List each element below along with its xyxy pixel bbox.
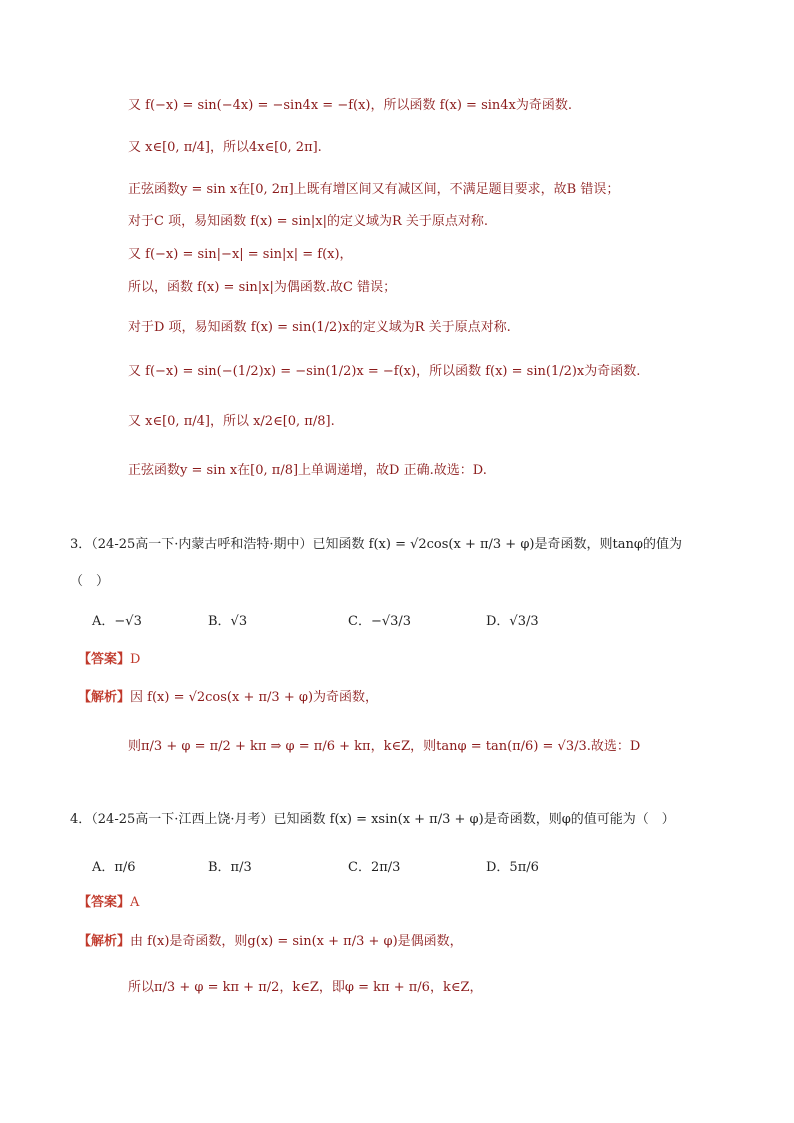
question-3-option-d: D．√3/3 [486, 614, 539, 629]
question-4-option-d: D．5π/6 [486, 860, 539, 875]
solution-line-10: 正弦函数y = sin x在[0, π/8]上单调递增，故D 正确.故选：D. [128, 463, 487, 478]
question-3-option-a: A．−√3 [92, 614, 142, 629]
answer-tag: 【答案】 [78, 895, 131, 910]
solution-line-7: 对于D 项，易知函数 f(x) = sin(1/2)x的定义域为R 关于原点对称. [128, 320, 511, 335]
question-3-analysis-2: 则π/3 + φ = π/2 + kπ ⇒ φ = π/6 + kπ，k∈Z，则tanφ = tan(π/6) = √3/3.故选：D [128, 739, 641, 754]
answer-value: D [130, 652, 141, 667]
solution-line-1: 又 f(−x) = sin(−4x) = −sin4x = −f(x)，所以函数 f(x) = sin4x为奇函数. [128, 98, 573, 113]
question-4-answer [78, 893, 139, 913]
answer-tag: 【答案】 [78, 652, 131, 667]
question-4-stem: 4．（24-25高一下·江西上饶·月考）已知函数 f(x) = xsin(x + π/3 + φ)是奇函数，则φ的值可能为（ ） [70, 812, 675, 827]
question-4-option-a: A．π/6 [92, 860, 136, 875]
solution-line-8: 又 f(−x) = sin(−(1/2)x) = −sin(1/2)x = −f(x)，所以函数 f(x) = sin(1/2)x为奇函数. [128, 364, 641, 379]
solution-line-5: 又 f(−x) = sin|−x| = sin|x| = f(x)， [128, 247, 353, 262]
question-4-option-c: C．2π/3 [348, 860, 401, 875]
answer-value: A [130, 895, 140, 910]
analysis-text: 由 f(x)是奇函数，则g(x) = sin(x + π/3 + φ)是偶函数， [130, 934, 463, 949]
question-3-stem-bracket: （ ） [70, 574, 110, 589]
question-4-option-b: B．π/3 [208, 860, 252, 875]
question-3-answer [78, 650, 140, 670]
question-3-option-b: B．√3 [208, 614, 248, 629]
question-4-analysis-2: 所以π/3 + φ = kπ + π/2，k∈Z，即φ = kπ + π/6，k∈Z， [128, 980, 483, 995]
question-4-analysis-1 [78, 932, 463, 952]
analysis-text: 因 f(x) = √2cos(x + π/3 + φ)为奇函数， [130, 690, 379, 705]
solution-line-4: 对于C 项，易知函数 f(x) = sin|x|的定义域为R 关于原点对称. [128, 214, 489, 229]
solution-line-3: 正弦函数y = sin x在[0, 2π]上既有增区间又有减区间，不满足题目要求，故B 错误； [128, 182, 620, 197]
solution-line-6: 所以，函数 f(x) = sin|x|为偶函数.故C 错误； [128, 280, 397, 295]
solution-line-2: 又 x∈[0, π/4]，所以4x∈[0, 2π]. [128, 140, 322, 155]
analysis-tag: 【解析】 [78, 690, 131, 705]
question-3-option-c: C．−√3/3 [348, 614, 412, 629]
solution-line-9: 又 x∈[0, π/4]，所以 x/2∈[0, π/8]. [128, 414, 335, 429]
analysis-tag: 【解析】 [78, 934, 131, 949]
question-3-analysis-1 [78, 688, 378, 708]
question-3-stem: 3．（24-25高一下·内蒙古呼和浩特·期中）已知函数 f(x) = √2cos(x + π/3 + φ)是奇函数，则tanφ的值为 [70, 537, 682, 552]
